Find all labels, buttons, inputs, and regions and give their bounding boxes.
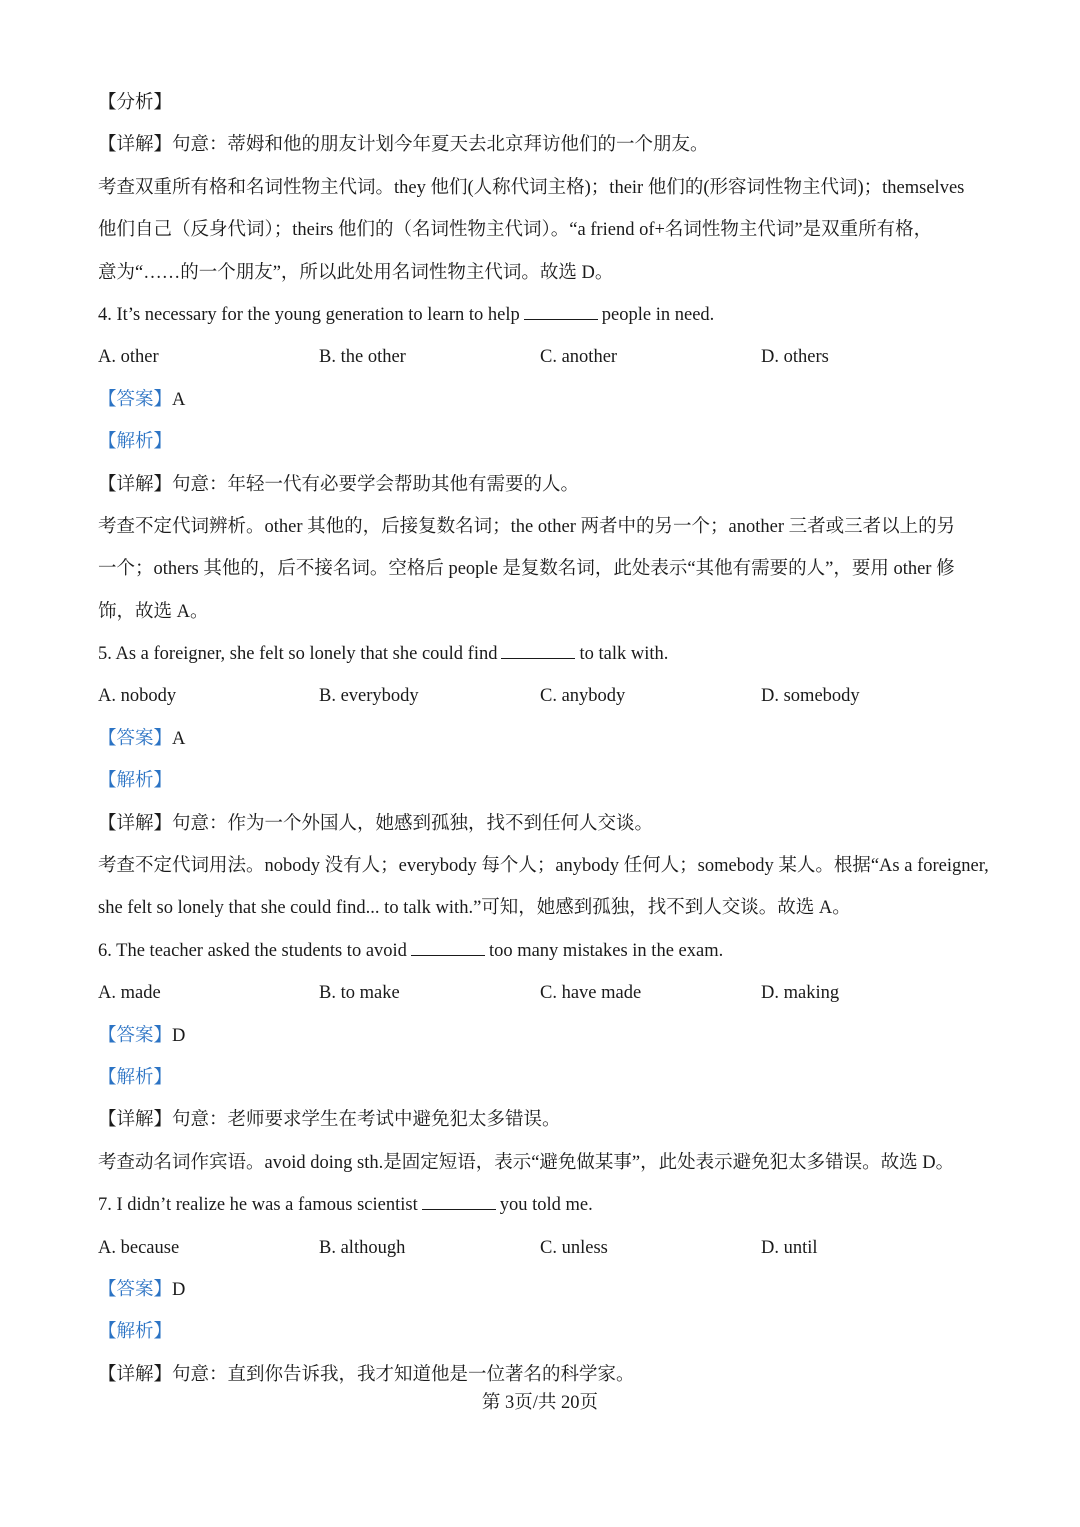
option: C. unless [540, 1237, 608, 1258]
question-stem: 6. The teacher asked the students to avoid too many mistakes in the exam. [98, 930, 988, 972]
answer-blank [501, 640, 575, 659]
answer-blank [524, 301, 598, 320]
document-page [98, 82, 988, 1396]
detail-line: 【详解】句意：蒂姆和他的朋友计划今年夏天去北京拜访他们的一个朋友。 [98, 135, 709, 156]
option: A. made [98, 983, 161, 1004]
question-stem: 7. I didn’t realize he was a famous scientist you told me. [98, 1184, 988, 1226]
question-stem: 5. As a foreigner, she felt so lonely that she could find to talk with. [98, 633, 988, 675]
options-row [98, 1227, 988, 1269]
option: A. because [98, 1237, 180, 1258]
answer-blank [422, 1191, 496, 1210]
detail-line: 【详解】句意：年轻一代有必要学会帮助其他有需要的人。 [98, 474, 580, 495]
options-row [98, 675, 988, 717]
options-row [98, 336, 988, 378]
explanation-line: 考查不定代词辨析。other 其他的，后接复数名词；the other 两者中的另一个；another 三者或三者以上的另 [98, 516, 956, 537]
explanation-line: she felt so lonely that she could find... to talk with.”可知，她感到孤独，找不到人交谈。故选 A。 [98, 898, 851, 919]
analysis-tag: 【解析】 [98, 432, 173, 453]
answer-line: 【答案】A [98, 389, 186, 410]
option: B. although [319, 1237, 406, 1258]
option: C. have made [540, 983, 642, 1004]
answer-line: 【答案】D [98, 1279, 186, 1300]
option: B. everybody [319, 686, 419, 707]
explanation-line: 考查双重所有格和名词性物主代词。they 他们(人称代词主格)；their 他们的(形容词性物主代词)；themselves [98, 177, 965, 198]
analysis-heading: 【分析】 [98, 93, 173, 113]
analysis-tag: 【解析】 [98, 771, 173, 792]
option: C. anybody [540, 686, 626, 707]
analysis-tag: 【解析】 [98, 1322, 173, 1343]
explanation-line: 考查动名词作宾语。avoid doing sth.是固定短语，表示“避免做某事”，此处表示避免犯太多错误。故选 D。 [98, 1152, 955, 1173]
answer-line: 【答案】A [98, 728, 186, 749]
option: D. until [761, 1237, 818, 1258]
option: A. nobody [98, 686, 177, 707]
option: B. the other [319, 347, 406, 368]
explanation-line: 饰，故选 A。 [98, 601, 209, 622]
explanation-line: 考查不定代词用法。nobody 没有人；everybody 每个人；anybody 任何人；somebody 某人。根据“As a foreigner, [98, 856, 989, 877]
analysis-tag: 【解析】 [98, 1067, 173, 1088]
option: D. others [761, 347, 829, 368]
option: C. another [540, 347, 618, 368]
page-footer: 第 3页/共 20页 [481, 1393, 599, 1413]
question-stem: 4. It’s necessary for the young generation to learn to help people in need. [98, 294, 988, 336]
detail-line: 【详解】句意：直到你告诉我，我才知道他是一位著名的科学家。 [98, 1364, 635, 1385]
options-row [98, 972, 988, 1014]
detail-line: 【详解】句意：作为一个外国人，她感到孤独，找不到任何人交谈。 [98, 813, 654, 834]
explanation-line: 意为“……的一个朋友”，所以此处用名词性物主代词。故选 D。 [98, 262, 614, 283]
option: D. somebody [761, 686, 860, 707]
answer-line: 【答案】D [98, 1025, 186, 1046]
option: D. making [761, 983, 840, 1004]
explanation-line: 一个；others 其他的，后不接名词。空格后 people 是复数名词，此处表示“其他有需要的人”，要用 other 修 [98, 559, 955, 580]
option: A. other [98, 347, 159, 368]
detail-line: 【详解】句意：老师要求学生在考试中避免犯太多错误。 [98, 1110, 561, 1131]
answer-blank [411, 937, 485, 956]
option: B. to make [319, 983, 400, 1004]
explanation-line: 他们自己（反身代词）；theirs 他们的（名词性物主代词）。“a friend of+名词性物主代词”是双重所有格， [98, 220, 933, 241]
